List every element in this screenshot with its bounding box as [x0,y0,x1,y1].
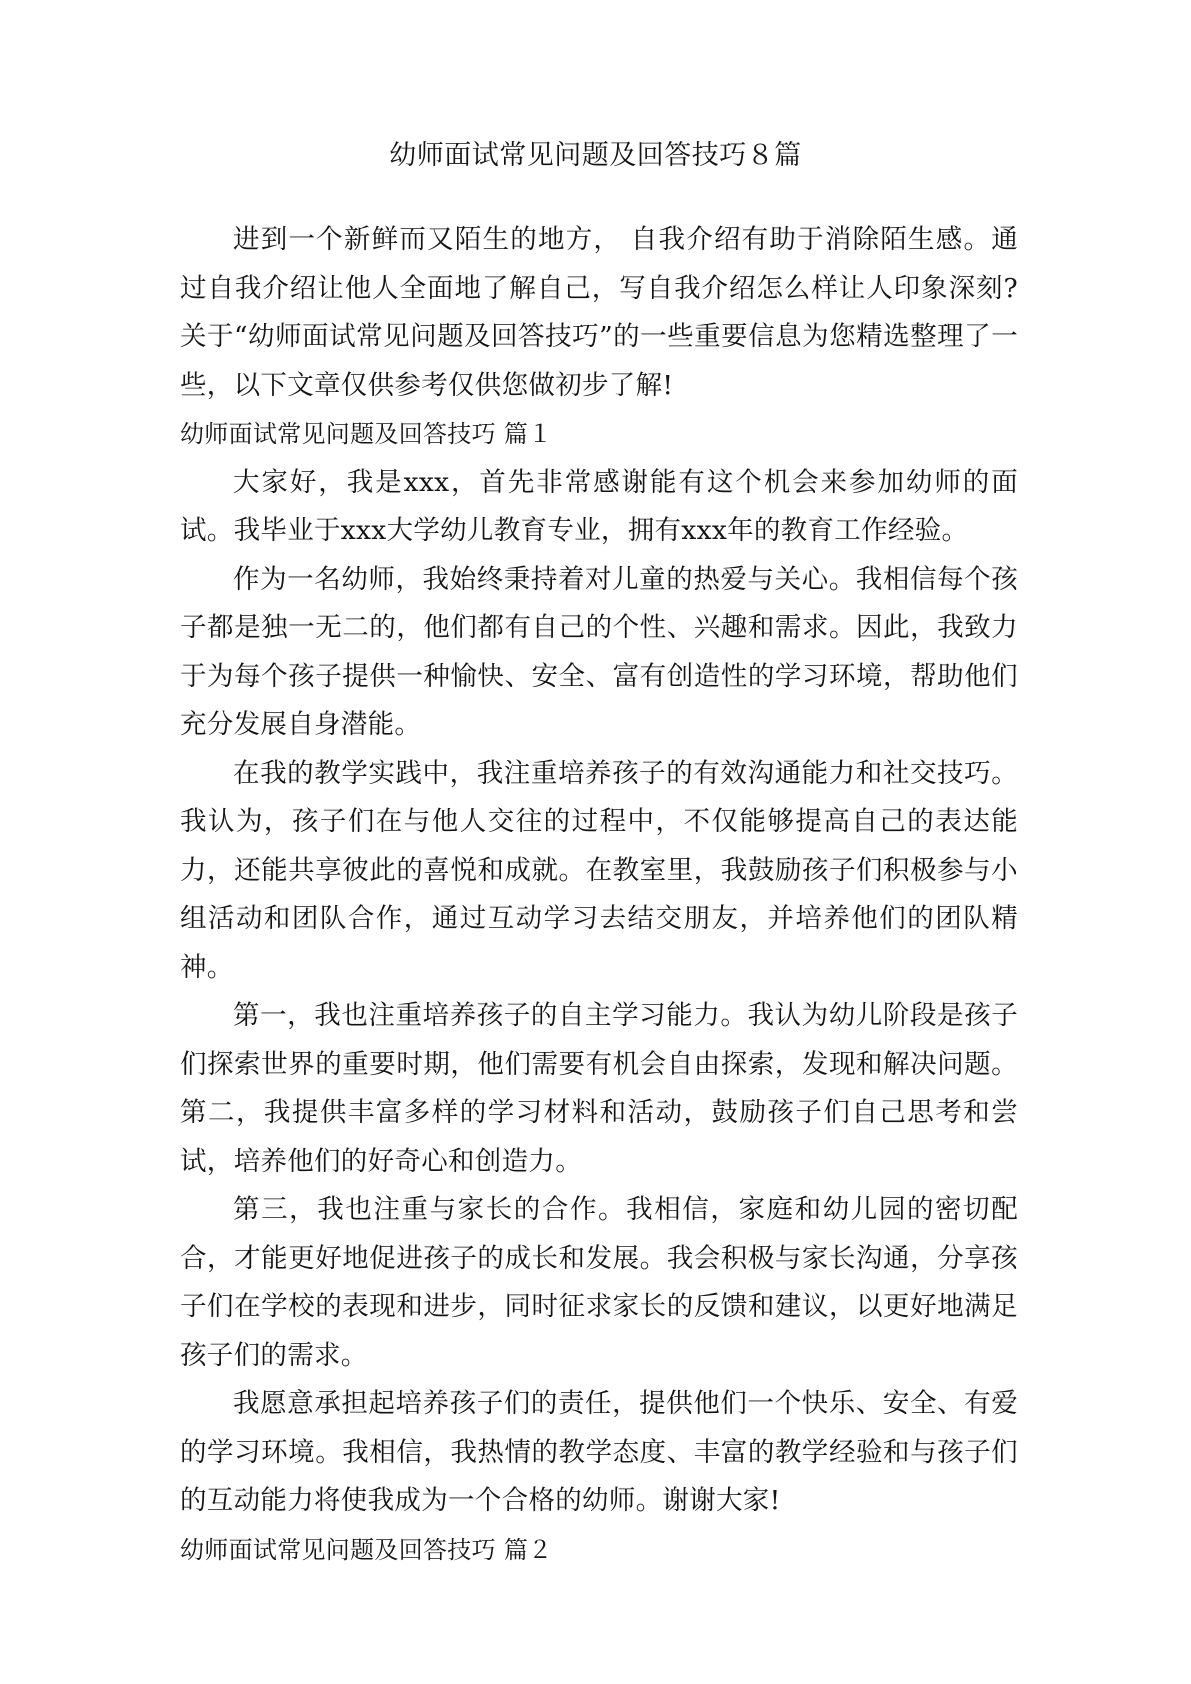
paragraph: 我愿意承担起培养孩子们的责任，提供他们一个快乐、安全、有爱的学习环境。我相信，我热情的教学态度、丰富的教学经验和与孩子们的互动能力将使我成为一个合格的幼师。谢谢大家! [180,1388,1018,1516]
paragraph: 大家好，我是xxx，首先非常感谢能有这个机会来参加幼师的面试。我毕业于xxx大学幼儿教育专业，拥有xxx年的教育工作经验。 [180,466,1018,546]
paragraph: 第一，我也注重培养孩子的自主学习能力。我认为幼儿阶段是孩子们探索世界的重要时期，他们需要有机会自由探索，发现和解决问题。第二，我提供丰富多样的学习材料和活动，鼓励孩子们自己思考和尝试，培养他们的好奇心和创造力。 [180,1000,1018,1177]
section-heading-2: 幼师面试常见问题及回答技巧 篇２ [180,1535,553,1564]
document-title: 幼师面试常见问题及回答技巧８篇 [389,140,802,171]
intro-paragraph: 进到一个新鲜而又陌生的地方， 自我介绍有助于消除陌生感。通过自我介绍让他人全面地了解自己，写自我介绍怎么样让人印象深刻?关于“幼师面试常见问题及回答技巧”的一些重要信息为您精选整理了一些，以下文章仅供参考仅供您做初步了解! [180,224,1018,401]
paragraph: 第三，我也注重与家长的合作。我相信，家庭和幼儿园的密切配合，才能更好地促进孩子的成长和发展。我会积极与家长沟通，分享孩子们在学校的表现和进步，同时征求家长的反馈和建议，以更好地满足孩子们的需求。 [180,1194,1018,1371]
document-body [180,216,1018,1574]
section-heading-1: 幼师面试常见问题及回答技巧 篇１ [180,420,553,448]
paragraph: 作为一名幼师，我始终秉持着对儿童的热爱与关心。我相信每个孩子都是独一无二的，他们都有自己的个性、兴趣和需求。因此，我致力于为每个孩子提供一种愉快、安全、富有创造性的学习环境，帮助他们充分发展自身潜能。 [180,563,1018,740]
paragraph: 在我的教学实践中，我注重培养孩子的有效沟通能力和社交技巧。我认为，孩子们在与他人交往的过程中，不仅能够提高自己的表达能力，还能共享彼此的喜悦和成就。在教室里，我鼓励孩子们积极参与小组活动和团队合作，通过互动学习去结交朋友，并培养他们的团队精神。 [180,757,1018,983]
